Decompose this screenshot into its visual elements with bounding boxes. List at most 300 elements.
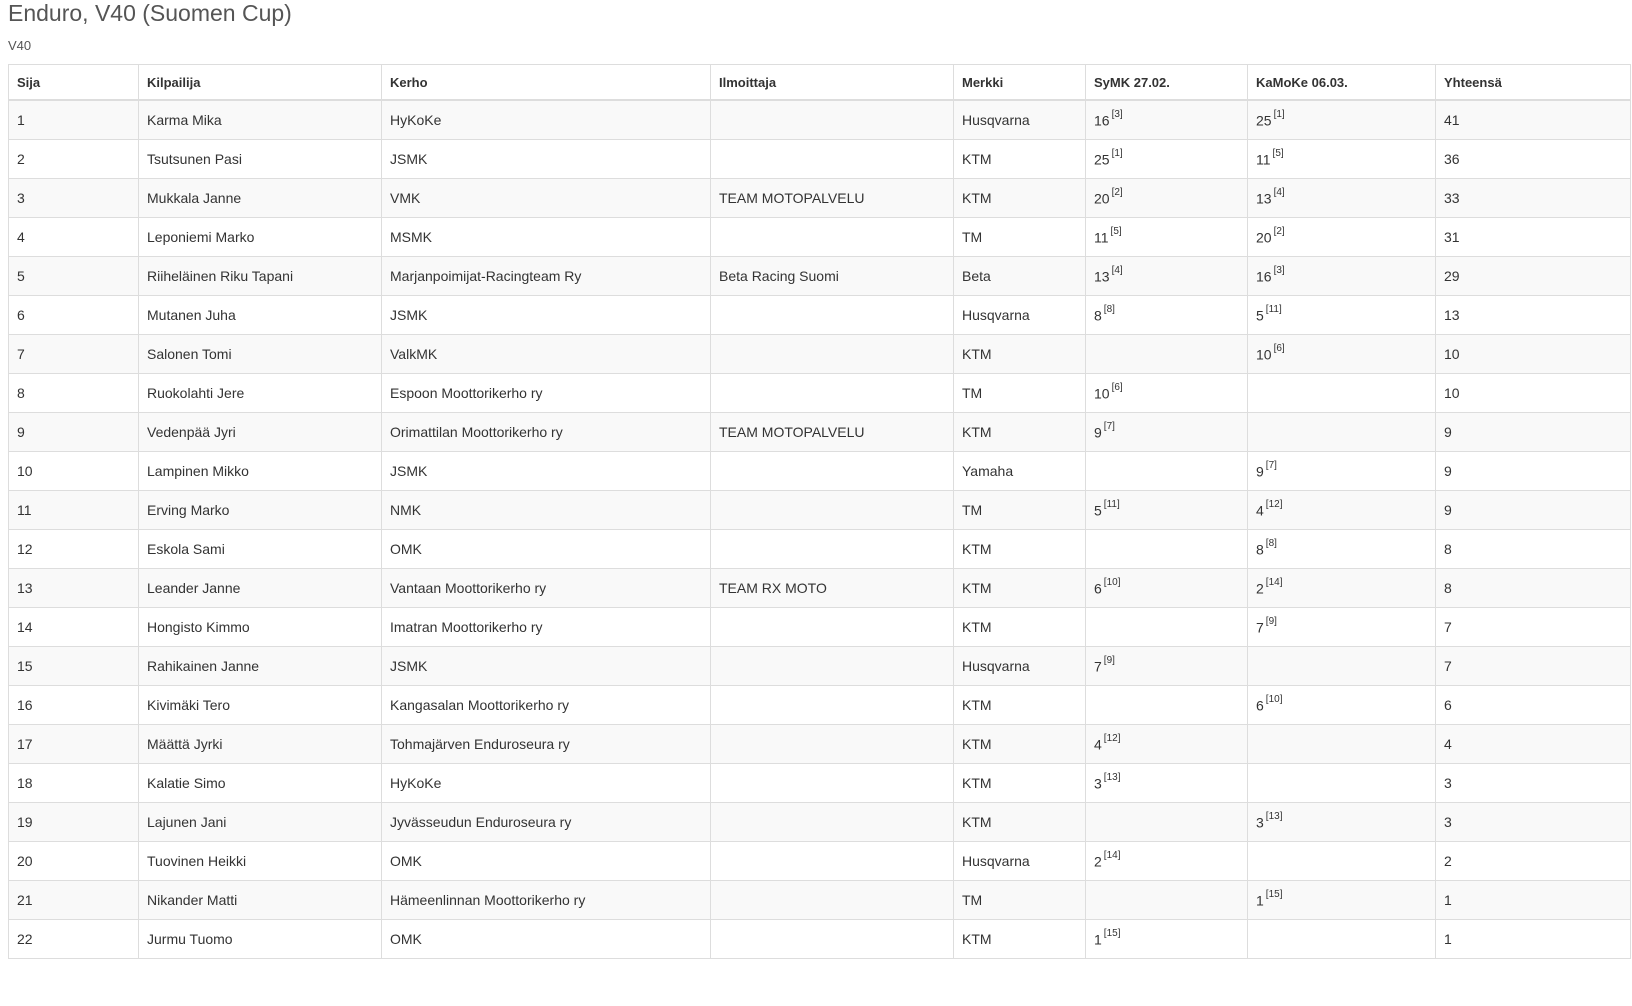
cell-symk: [1086, 140, 1248, 179]
cell-kerho-value: OMK: [390, 853, 422, 869]
cell-yhteensa: [1436, 218, 1631, 257]
table-row: [9, 296, 1631, 335]
cell-symk: [1086, 100, 1248, 140]
cell-kamoke: [1248, 530, 1436, 569]
cell-kamoke-rank: [3]: [1273, 264, 1285, 276]
cell-symk-value: 16: [1094, 112, 1110, 129]
cell-merkki: [954, 569, 1086, 608]
cell-kamoke-rank: [5]: [1272, 147, 1284, 159]
cell-symk-rank: [2]: [1111, 186, 1123, 198]
cell-kamoke: [1248, 452, 1436, 491]
cell-symk-value: 6: [1094, 580, 1102, 597]
table-row: [9, 686, 1631, 725]
cell-kerho: [382, 335, 711, 374]
cell-yhteensa-value: 1: [1444, 892, 1452, 908]
cell-sija: [9, 218, 139, 257]
cell-symk-rank: [8]: [1103, 303, 1115, 315]
cell-merkki: [954, 803, 1086, 842]
cell-kilpailija-value: Erving Marko: [147, 502, 230, 518]
cell-sija: [9, 257, 139, 296]
cell-ilmoittaja: [711, 764, 954, 803]
cell-yhteensa-value: 33: [1444, 190, 1460, 206]
cell-yhteensa: [1436, 881, 1631, 920]
cell-ilmoittaja: [711, 179, 954, 218]
cell-kamoke: [1248, 100, 1436, 140]
cell-merkki: [954, 140, 1086, 179]
cell-merkki: [954, 335, 1086, 374]
cell-kamoke-value: 3: [1256, 814, 1264, 831]
cell-merkki: [954, 764, 1086, 803]
cell-sija-value: 1: [17, 112, 25, 128]
cell-kerho: [382, 842, 711, 881]
cell-kerho-value: OMK: [390, 541, 422, 557]
header-kilpailija: Kilpailija: [139, 65, 382, 101]
cell-merkki-value: Husqvarna: [962, 112, 1030, 128]
cell-sija-value: 7: [17, 346, 25, 362]
cell-merkki-value: KTM: [962, 814, 992, 830]
cell-symk: [1086, 218, 1248, 257]
cell-kilpailija-value: Salonen Tomi: [147, 346, 232, 362]
cell-symk: [1086, 881, 1248, 920]
cell-sija-value: 4: [17, 229, 25, 245]
header-sija: Sija: [9, 65, 139, 101]
cell-sija: [9, 100, 139, 140]
cell-kerho-value: OMK: [390, 931, 422, 947]
cell-yhteensa: [1436, 803, 1631, 842]
header-yhteensa: Yhteensä: [1436, 65, 1631, 101]
cell-kamoke: [1248, 413, 1436, 452]
cell-sija: [9, 452, 139, 491]
cell-kerho-value: Hämeenlinnan Moottorikerho ry: [390, 892, 586, 908]
cell-symk-value: 10: [1094, 385, 1110, 402]
cell-merkki: [954, 842, 1086, 881]
cell-kerho-value: MSMK: [390, 229, 432, 245]
cell-symk: [1086, 803, 1248, 842]
cell-kilpailija-value: Mukkala Janne: [147, 190, 242, 206]
table-row: [9, 764, 1631, 803]
cell-kerho: [382, 452, 711, 491]
cell-sija: [9, 413, 139, 452]
cell-merkki-value: Husqvarna: [962, 658, 1030, 674]
cell-symk-value: 13: [1094, 268, 1110, 285]
cell-kamoke: [1248, 920, 1436, 959]
cell-ilmoittaja-value: Beta Racing Suomi: [719, 268, 839, 284]
cell-symk-value: 5: [1094, 502, 1102, 519]
cell-kamoke: [1248, 608, 1436, 647]
cell-kerho-value: ValkMK: [390, 346, 438, 362]
cell-yhteensa-value: 7: [1444, 619, 1452, 635]
cell-kilpailija: [139, 140, 382, 179]
cell-merkki: [954, 257, 1086, 296]
cell-kilpailija: [139, 296, 382, 335]
cell-symk-rank: [10]: [1103, 576, 1121, 588]
cell-symk-value: 7: [1094, 658, 1102, 675]
cell-kamoke-value: 4: [1256, 502, 1264, 519]
cell-symk: [1086, 413, 1248, 452]
cell-ilmoittaja: [711, 530, 954, 569]
cell-ilmoittaja: [711, 335, 954, 374]
cell-yhteensa-value: 1: [1444, 931, 1452, 947]
cell-merkki: [954, 608, 1086, 647]
cell-merkki: [954, 686, 1086, 725]
cell-kilpailija: [139, 100, 382, 140]
cell-merkki-value: KTM: [962, 736, 992, 752]
cell-sija: [9, 725, 139, 764]
table-row: [9, 100, 1631, 140]
cell-kerho: [382, 179, 711, 218]
cell-symk-value: 9: [1094, 424, 1102, 441]
cell-kilpailija: [139, 335, 382, 374]
cell-kilpailija: [139, 686, 382, 725]
cell-symk: [1086, 335, 1248, 374]
cell-sija: [9, 920, 139, 959]
cell-symk-value: 25: [1094, 151, 1110, 168]
cell-merkki-value: TM: [962, 229, 983, 245]
cell-kilpailija-value: Kalatie Simo: [147, 775, 226, 791]
cell-merkki-value: KTM: [962, 190, 992, 206]
cell-kerho: [382, 764, 711, 803]
cell-yhteensa-value: 2: [1444, 853, 1452, 869]
cell-kerho-value: Tohmajärven Enduroseura ry: [390, 736, 570, 752]
cell-merkki-value: KTM: [962, 619, 992, 635]
cell-kamoke-value: 9: [1256, 463, 1264, 480]
cell-symk: [1086, 647, 1248, 686]
cell-sija-value: 21: [17, 892, 33, 908]
cell-kerho-value: Jyvässeudun Enduroseura ry: [390, 814, 572, 830]
table-row: [9, 374, 1631, 413]
cell-sija: [9, 608, 139, 647]
cell-symk-rank: [12]: [1103, 732, 1121, 744]
cell-kerho-value: JSMK: [390, 658, 428, 674]
cell-kamoke: [1248, 569, 1436, 608]
cell-symk-rank: [4]: [1111, 264, 1123, 276]
cell-merkki-value: KTM: [962, 151, 992, 167]
cell-merkki-value: Beta: [962, 268, 991, 284]
cell-kerho: [382, 296, 711, 335]
cell-kamoke-rank: [14]: [1265, 576, 1283, 588]
cell-kamoke-rank: [13]: [1265, 810, 1283, 822]
cell-kamoke: [1248, 140, 1436, 179]
cell-symk: [1086, 569, 1248, 608]
table-row: [9, 608, 1631, 647]
cell-symk: [1086, 257, 1248, 296]
table-row: [9, 842, 1631, 881]
cell-yhteensa-value: 29: [1444, 268, 1460, 284]
cell-sija-value: 12: [17, 541, 33, 557]
cell-ilmoittaja: [711, 569, 954, 608]
cell-yhteensa: [1436, 569, 1631, 608]
cell-symk-value: 3: [1094, 775, 1102, 792]
cell-sija: [9, 335, 139, 374]
cell-kilpailija: [139, 530, 382, 569]
cell-yhteensa-value: 10: [1444, 346, 1460, 362]
cell-kamoke-value: 6: [1256, 697, 1264, 714]
cell-kamoke: [1248, 842, 1436, 881]
cell-kilpailija-value: Määttä Jyrki: [147, 736, 223, 752]
cell-yhteensa-value: 9: [1444, 424, 1452, 440]
cell-merkki-value: KTM: [962, 775, 992, 791]
cell-symk-rank: [15]: [1103, 927, 1121, 939]
cell-yhteensa-value: 36: [1444, 151, 1460, 167]
cell-kilpailija: [139, 569, 382, 608]
cell-kilpailija-value: Rahikainen Janne: [147, 658, 260, 674]
page-title: Enduro, V40 (Suomen Cup): [8, 0, 292, 26]
cell-symk-value: 2: [1094, 853, 1102, 870]
cell-merkki: [954, 218, 1086, 257]
cell-yhteensa: [1436, 296, 1631, 335]
cell-kamoke-value: 2: [1256, 580, 1264, 597]
cell-sija: [9, 647, 139, 686]
cell-kamoke-rank: [7]: [1265, 459, 1277, 471]
cell-kamoke: [1248, 686, 1436, 725]
cell-kilpailija-value: Tsutsunen Pasi: [147, 151, 242, 167]
cell-kerho: [382, 257, 711, 296]
class-subtitle: V40: [8, 38, 32, 53]
cell-merkki-value: KTM: [962, 580, 992, 596]
cell-ilmoittaja-value: TEAM MOTOPALVELU: [719, 190, 865, 206]
cell-symk: [1086, 725, 1248, 764]
results-table: [8, 64, 1631, 959]
cell-kilpailija-value: Kivimäki Tero: [147, 697, 230, 713]
cell-kamoke: [1248, 218, 1436, 257]
cell-kilpailija-value: Nikander Matti: [147, 892, 238, 908]
cell-sija-value: 18: [17, 775, 33, 791]
cell-kerho: [382, 647, 711, 686]
cell-merkki: [954, 647, 1086, 686]
cell-merkki: [954, 491, 1086, 530]
cell-yhteensa: [1436, 686, 1631, 725]
cell-sija: [9, 179, 139, 218]
cell-kilpailija: [139, 881, 382, 920]
cell-symk: [1086, 530, 1248, 569]
cell-yhteensa: [1436, 413, 1631, 452]
cell-symk-rank: [5]: [1110, 225, 1122, 237]
cell-kamoke: [1248, 764, 1436, 803]
cell-symk: [1086, 374, 1248, 413]
cell-kerho: [382, 686, 711, 725]
cell-sija-value: 5: [17, 268, 25, 284]
cell-merkki-value: KTM: [962, 541, 992, 557]
cell-sija-value: 13: [17, 580, 33, 596]
cell-symk-rank: [6]: [1111, 381, 1123, 393]
cell-kerho: [382, 608, 711, 647]
cell-symk-value: 11: [1094, 229, 1109, 246]
cell-yhteensa: [1436, 179, 1631, 218]
cell-yhteensa-value: 6: [1444, 697, 1452, 713]
cell-sija: [9, 686, 139, 725]
cell-merkki-value: KTM: [962, 424, 992, 440]
cell-kerho-value: Vantaan Moottorikerho ry: [390, 580, 547, 596]
cell-ilmoittaja: [711, 491, 954, 530]
table-row: [9, 647, 1631, 686]
cell-kerho: [382, 803, 711, 842]
cell-kerho: [382, 569, 711, 608]
cell-kamoke-value: 16: [1256, 268, 1272, 285]
cell-symk: [1086, 764, 1248, 803]
cell-kerho: [382, 374, 711, 413]
cell-kamoke-rank: [8]: [1265, 537, 1277, 549]
header-symk: SyMK 27.02.: [1086, 65, 1248, 101]
cell-kilpailija: [139, 257, 382, 296]
table-row: [9, 335, 1631, 374]
cell-kilpailija: [139, 413, 382, 452]
cell-ilmoittaja: [711, 452, 954, 491]
cell-symk: [1086, 920, 1248, 959]
cell-yhteensa-value: 9: [1444, 502, 1452, 518]
cell-ilmoittaja-value: TEAM RX MOTO: [719, 580, 827, 596]
cell-kamoke: [1248, 179, 1436, 218]
cell-kilpailija: [139, 452, 382, 491]
cell-sija: [9, 530, 139, 569]
cell-ilmoittaja: [711, 608, 954, 647]
cell-yhteensa-value: 7: [1444, 658, 1452, 674]
cell-sija-value: 3: [17, 190, 25, 206]
cell-symk: [1086, 608, 1248, 647]
cell-symk-rank: [11]: [1103, 498, 1120, 510]
cell-kerho: [382, 413, 711, 452]
cell-kerho-value: NMK: [390, 502, 422, 518]
cell-kilpailija-value: Vedenpää Jyri: [147, 424, 236, 440]
cell-yhteensa: [1436, 452, 1631, 491]
cell-merkki: [954, 179, 1086, 218]
table-row: [9, 257, 1631, 296]
cell-kilpailija-value: Lampinen Mikko: [147, 463, 249, 479]
cell-yhteensa: [1436, 335, 1631, 374]
cell-kilpailija: [139, 374, 382, 413]
cell-kilpailija-value: Karma Mika: [147, 112, 222, 128]
cell-merkki-value: KTM: [962, 346, 992, 362]
cell-merkki-value: TM: [962, 385, 983, 401]
cell-symk: [1086, 452, 1248, 491]
cell-kilpailija-value: Hongisto Kimmo: [147, 619, 250, 635]
cell-symk-value: 20: [1094, 190, 1110, 207]
cell-symk-rank: [7]: [1103, 420, 1115, 432]
cell-yhteensa-value: 3: [1444, 775, 1452, 791]
cell-symk: [1086, 296, 1248, 335]
cell-kerho: [382, 218, 711, 257]
cell-yhteensa-value: 3: [1444, 814, 1452, 830]
cell-symk: [1086, 686, 1248, 725]
cell-kilpailija: [139, 491, 382, 530]
cell-kerho: [382, 530, 711, 569]
cell-symk-rank: [1]: [1111, 147, 1123, 159]
cell-ilmoittaja: [711, 100, 954, 140]
table-row: [9, 179, 1631, 218]
cell-kilpailija: [139, 647, 382, 686]
cell-merkki: [954, 100, 1086, 140]
cell-yhteensa: [1436, 920, 1631, 959]
cell-yhteensa: [1436, 725, 1631, 764]
cell-kamoke-rank: [12]: [1265, 498, 1283, 510]
cell-kilpailija: [139, 218, 382, 257]
cell-sija-value: 9: [17, 424, 25, 440]
cell-kilpailija-value: Jurmu Tuomo: [147, 931, 233, 947]
cell-sija-value: 2: [17, 151, 25, 167]
cell-sija-value: 19: [17, 814, 33, 830]
cell-symk-rank: [9]: [1103, 654, 1115, 666]
cell-symk-value: 8: [1094, 307, 1102, 324]
cell-kamoke-rank: [11]: [1265, 303, 1282, 315]
cell-sija: [9, 881, 139, 920]
cell-merkki-value: Husqvarna: [962, 853, 1030, 869]
table-row: [9, 725, 1631, 764]
header-ilmoittaja: Ilmoittaja: [711, 65, 954, 101]
cell-kerho-value: JSMK: [390, 463, 428, 479]
cell-symk: [1086, 491, 1248, 530]
table-row: [9, 218, 1631, 257]
cell-kamoke-rank: [1]: [1273, 108, 1285, 120]
cell-symk-rank: [14]: [1103, 849, 1121, 861]
cell-kerho: [382, 920, 711, 959]
cell-kilpailija: [139, 764, 382, 803]
cell-kerho: [382, 725, 711, 764]
cell-merkki-value: TM: [962, 502, 983, 518]
cell-kilpailija-value: Riiheläinen Riku Tapani: [147, 268, 294, 284]
cell-sija-value: 22: [17, 931, 33, 947]
table-row: [9, 881, 1631, 920]
cell-ilmoittaja: [711, 257, 954, 296]
cell-sija: [9, 296, 139, 335]
cell-ilmoittaja: [711, 842, 954, 881]
cell-kerho-value: VMK: [390, 190, 421, 206]
cell-yhteensa-value: 8: [1444, 541, 1452, 557]
cell-kerho-value: JSMK: [390, 307, 428, 323]
cell-kamoke: [1248, 374, 1436, 413]
cell-kilpailija: [139, 179, 382, 218]
cell-sija: [9, 140, 139, 179]
cell-symk: [1086, 179, 1248, 218]
cell-merkki-value: KTM: [962, 931, 992, 947]
cell-kamoke: [1248, 881, 1436, 920]
cell-sija: [9, 803, 139, 842]
cell-ilmoittaja: [711, 725, 954, 764]
cell-kerho: [382, 140, 711, 179]
cell-ilmoittaja: [711, 140, 954, 179]
cell-kamoke-value: 25: [1256, 112, 1272, 129]
cell-sija: [9, 374, 139, 413]
cell-symk: [1086, 842, 1248, 881]
cell-kamoke-value: 10: [1256, 346, 1272, 363]
cell-ilmoittaja: [711, 218, 954, 257]
cell-sija-value: 10: [17, 463, 33, 479]
cell-merkki: [954, 920, 1086, 959]
cell-yhteensa-value: 41: [1444, 112, 1460, 128]
cell-kerho: [382, 100, 711, 140]
header-kamoke: KaMoKe 06.03.: [1248, 65, 1436, 101]
cell-kilpailija: [139, 608, 382, 647]
cell-sija-value: 15: [17, 658, 33, 674]
cell-kamoke-rank: [6]: [1273, 342, 1285, 354]
cell-kamoke-value: 8: [1256, 541, 1264, 558]
cell-ilmoittaja: [711, 374, 954, 413]
cell-yhteensa: [1436, 608, 1631, 647]
cell-ilmoittaja: [711, 296, 954, 335]
cell-sija: [9, 764, 139, 803]
cell-merkki-value: Husqvarna: [962, 307, 1030, 323]
cell-kerho-value: Orimattilan Moottorikerho ry: [390, 424, 563, 440]
cell-kamoke-value: 7: [1256, 619, 1264, 636]
cell-symk-value: 1: [1094, 931, 1102, 948]
cell-ilmoittaja: [711, 647, 954, 686]
cell-yhteensa: [1436, 530, 1631, 569]
cell-kerho-value: Imatran Moottorikerho ry: [390, 619, 543, 635]
cell-merkki: [954, 374, 1086, 413]
cell-ilmoittaja: [711, 920, 954, 959]
cell-merkki: [954, 452, 1086, 491]
cell-kilpailija: [139, 920, 382, 959]
cell-yhteensa-value: 13: [1444, 307, 1460, 323]
cell-yhteensa-value: 4: [1444, 736, 1452, 752]
